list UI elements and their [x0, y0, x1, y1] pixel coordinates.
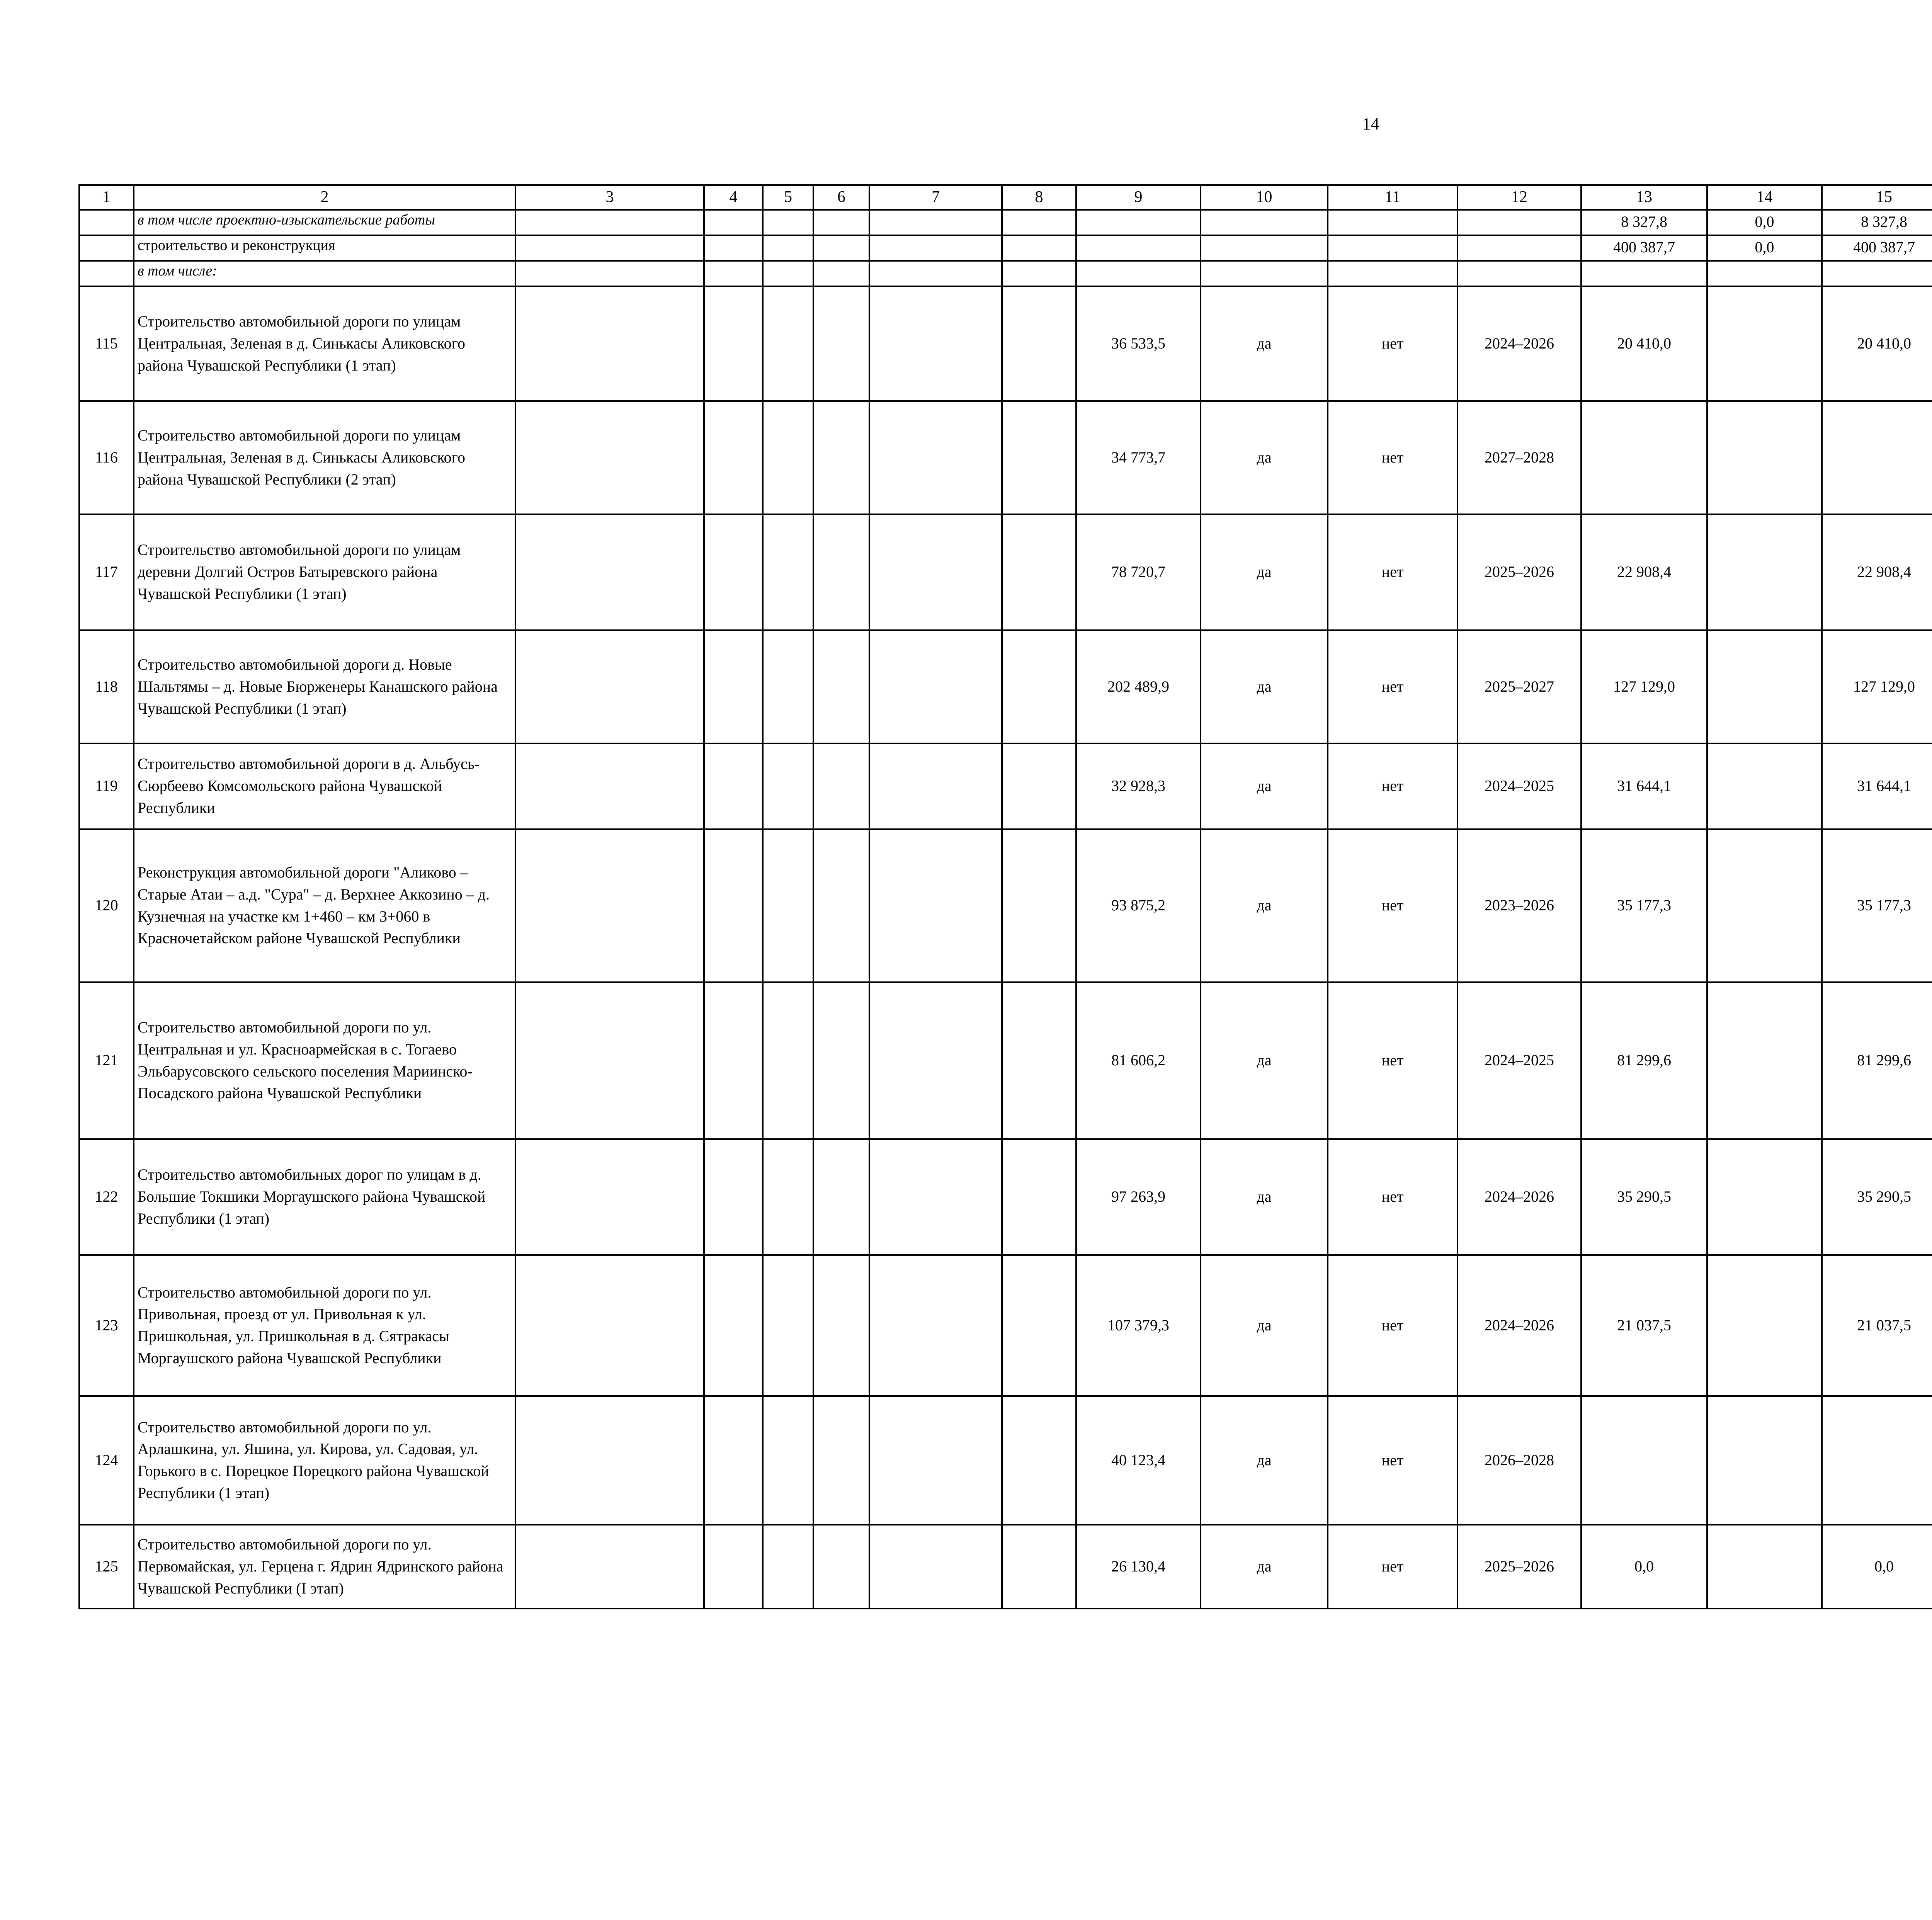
value-cell: 0,0	[1581, 1525, 1707, 1609]
empty-cell	[704, 982, 763, 1139]
empty-cell	[1201, 210, 1328, 235]
empty-cell	[813, 261, 869, 286]
empty-cell	[869, 743, 1002, 829]
value-cell	[1707, 286, 1822, 401]
value-cell	[1581, 1396, 1707, 1525]
empty-cell	[1328, 261, 1458, 286]
value-cell: 8 327,8	[1822, 210, 1932, 235]
empty-cell	[813, 286, 869, 401]
column-header: 3	[515, 185, 704, 210]
value-cell: 2024–2026	[1458, 286, 1581, 401]
section-label-row	[79, 261, 1932, 286]
column-header: 6	[813, 185, 869, 210]
value-cell: 202 489,9	[1076, 630, 1201, 743]
value-cell: 107 379,3	[1076, 1255, 1201, 1396]
value-cell: 31 644,1	[1581, 743, 1707, 829]
value-cell: 35 177,3	[1822, 829, 1932, 982]
value-cell: 35 290,5	[1822, 1139, 1932, 1255]
empty-cell	[515, 829, 704, 982]
empty-cell	[515, 1396, 704, 1525]
object-name: Строительство автомобильной дороги по улицам Центральная, Зеленая в д. Синькасы Аликовского района Чувашской Республики (2 этап)	[134, 401, 515, 514]
row-number: 120	[79, 829, 134, 982]
value-cell: да	[1201, 514, 1328, 630]
empty-cell	[869, 829, 1002, 982]
value-cell: 2024–2025	[1458, 743, 1581, 829]
value-cell: 81 299,6	[1822, 982, 1932, 1139]
empty-cell	[515, 514, 704, 630]
empty-cell	[763, 1139, 813, 1255]
empty-cell	[763, 261, 813, 286]
value-cell: 97 263,9	[1076, 1139, 1201, 1255]
data-table	[78, 184, 1932, 1609]
summary-label: в том числе проектно-изыскательские работы	[134, 210, 515, 235]
column-header: 15	[1822, 185, 1932, 210]
empty-cell	[869, 286, 1002, 401]
empty-cell	[869, 1525, 1002, 1609]
row-number: 115	[79, 286, 134, 401]
empty-cell	[515, 743, 704, 829]
object-name: Строительство автомобильной дороги по улицам деревни Долгий Остров Батыревского района Чувашской Республики (1 этап)	[134, 514, 515, 630]
value-cell: 22 908,4	[1822, 514, 1932, 630]
empty-cell	[763, 1255, 813, 1396]
empty-cell	[704, 743, 763, 829]
empty-cell	[763, 210, 813, 235]
value-cell: нет	[1328, 982, 1458, 1139]
section-label: в том числе:	[134, 261, 515, 286]
value-cell: 21 037,5	[1822, 1255, 1932, 1396]
value-cell: 36 533,5	[1076, 286, 1201, 401]
empty-cell	[1002, 1396, 1076, 1525]
table-row	[79, 401, 1932, 514]
value-cell: да	[1201, 1525, 1328, 1609]
empty-cell	[1822, 261, 1932, 286]
column-header: 13	[1581, 185, 1707, 210]
value-cell: нет	[1328, 630, 1458, 743]
value-cell: 32 928,3	[1076, 743, 1201, 829]
value-cell: 0,0	[1822, 1525, 1932, 1609]
empty-cell	[515, 401, 704, 514]
column-header: 8	[1002, 185, 1076, 210]
empty-cell	[1458, 261, 1581, 286]
empty-cell	[869, 1139, 1002, 1255]
value-cell: 22 908,4	[1581, 514, 1707, 630]
value-cell: 400 387,7	[1822, 235, 1932, 261]
column-header: 11	[1328, 185, 1458, 210]
page-number: 14	[1362, 114, 1379, 133]
row-number: 124	[79, 1396, 134, 1525]
empty-cell	[1002, 261, 1076, 286]
object-name: Строительство автомобильной дороги в д. Альбусь-Сюрбеево Комсомольского района Чувашской Республики	[134, 743, 515, 829]
table-row	[79, 514, 1932, 630]
empty-cell	[869, 235, 1002, 261]
empty-cell	[515, 261, 704, 286]
value-cell: нет	[1328, 829, 1458, 982]
empty-cell	[1458, 235, 1581, 261]
empty-cell	[515, 630, 704, 743]
value-cell: 78 720,7	[1076, 514, 1201, 630]
row-number: 125	[79, 1525, 134, 1609]
column-header-row	[79, 185, 1932, 210]
empty-cell	[1076, 210, 1201, 235]
empty-cell	[1002, 401, 1076, 514]
value-cell	[1707, 1255, 1822, 1396]
row-number: 123	[79, 1255, 134, 1396]
value-cell: 2026–2028	[1458, 1396, 1581, 1525]
empty-cell	[1328, 210, 1458, 235]
empty-cell	[813, 1396, 869, 1525]
value-cell: 35 177,3	[1581, 829, 1707, 982]
value-cell: да	[1201, 1255, 1328, 1396]
empty-cell	[1707, 261, 1822, 286]
empty-cell	[515, 235, 704, 261]
column-header: 2	[134, 185, 515, 210]
empty-cell	[1076, 261, 1201, 286]
row-number: 117	[79, 514, 134, 630]
value-cell: 0,0	[1707, 235, 1822, 261]
row-number: 121	[79, 982, 134, 1139]
value-cell: 2023–2026	[1458, 829, 1581, 982]
empty-cell	[1002, 1525, 1076, 1609]
value-cell: 2025–2027	[1458, 630, 1581, 743]
table-row	[79, 1139, 1932, 1255]
empty-cell	[869, 261, 1002, 286]
empty-cell	[515, 1525, 704, 1609]
value-cell: 2024–2025	[1458, 982, 1581, 1139]
empty-cell	[1328, 235, 1458, 261]
empty-cell	[1201, 235, 1328, 261]
value-cell: да	[1201, 1396, 1328, 1525]
empty-cell	[1581, 261, 1707, 286]
value-cell: 2027–2028	[1458, 401, 1581, 514]
empty-cell	[1002, 1255, 1076, 1396]
empty-cell	[763, 829, 813, 982]
empty-cell	[1002, 982, 1076, 1139]
empty-cell	[704, 235, 763, 261]
table-row	[79, 829, 1932, 982]
empty-cell	[763, 286, 813, 401]
object-name: Строительство автомобильной дороги по улицам Центральная, Зеленая в д. Синькасы Аликовского района Чувашской Республики (1 этап)	[134, 286, 515, 401]
empty-cell	[704, 286, 763, 401]
row-number-cell	[79, 235, 134, 261]
value-cell: 26 130,4	[1076, 1525, 1201, 1609]
empty-cell	[704, 1525, 763, 1609]
value-cell: да	[1201, 829, 1328, 982]
value-cell: 2025–2026	[1458, 514, 1581, 630]
value-cell: да	[1201, 630, 1328, 743]
object-name: Строительство автомобильной дороги по ул. Привольная, проезд от ул. Привольная к ул. Пришкольная, ул. Пришкольная в д. Сятракасы Моргаушского района Чувашской Республики	[134, 1255, 515, 1396]
summary-row	[79, 235, 1932, 261]
empty-cell	[1002, 286, 1076, 401]
summary-row	[79, 210, 1932, 235]
table-row	[79, 1255, 1932, 1396]
empty-cell	[813, 829, 869, 982]
empty-cell	[869, 514, 1002, 630]
table-row	[79, 982, 1932, 1139]
column-header: 9	[1076, 185, 1201, 210]
value-cell	[1822, 401, 1932, 514]
empty-cell	[1002, 829, 1076, 982]
value-cell: 2024–2026	[1458, 1255, 1581, 1396]
empty-cell	[813, 210, 869, 235]
value-cell	[1822, 1396, 1932, 1525]
empty-cell	[869, 630, 1002, 743]
value-cell: нет	[1328, 514, 1458, 630]
empty-cell	[813, 1139, 869, 1255]
row-number-cell	[79, 261, 134, 286]
empty-cell	[1002, 743, 1076, 829]
empty-cell	[704, 401, 763, 514]
value-cell: да	[1201, 743, 1328, 829]
empty-cell	[813, 514, 869, 630]
row-number: 119	[79, 743, 134, 829]
value-cell: да	[1201, 401, 1328, 514]
column-header: 1	[79, 185, 134, 210]
object-name: Строительство автомобильной дороги по ул. Центральная и ул. Красноармейская в с. Тогаево Эльбарусовского сельского поселения Мариинско-Посадского района Чувашской Республики	[134, 982, 515, 1139]
row-number: 118	[79, 630, 134, 743]
value-cell: 81 606,2	[1076, 982, 1201, 1139]
value-cell	[1707, 829, 1822, 982]
row-number-cell	[79, 210, 134, 235]
table-row	[79, 743, 1932, 829]
empty-cell	[763, 743, 813, 829]
empty-cell	[869, 210, 1002, 235]
value-cell: нет	[1328, 743, 1458, 829]
object-name: Строительство автомобильных дорог по улицам в д. Большие Токшики Моргаушского района Чувашской Республики (1 этап)	[134, 1139, 515, 1255]
column-header: 5	[763, 185, 813, 210]
empty-cell	[1002, 235, 1076, 261]
empty-cell	[1076, 235, 1201, 261]
table-row	[79, 1396, 1932, 1525]
empty-cell	[515, 1255, 704, 1396]
empty-cell	[704, 829, 763, 982]
value-cell: 400 387,7	[1581, 235, 1707, 261]
row-number: 116	[79, 401, 134, 514]
empty-cell	[763, 514, 813, 630]
empty-cell	[1002, 630, 1076, 743]
value-cell: нет	[1328, 401, 1458, 514]
value-cell: 21 037,5	[1581, 1255, 1707, 1396]
value-cell: 2024–2026	[1458, 1139, 1581, 1255]
empty-cell	[763, 1525, 813, 1609]
empty-cell	[813, 630, 869, 743]
empty-cell	[763, 630, 813, 743]
empty-cell	[869, 1396, 1002, 1525]
value-cell: 81 299,6	[1581, 982, 1707, 1139]
empty-cell	[869, 982, 1002, 1139]
column-header: 4	[704, 185, 763, 210]
empty-cell	[704, 261, 763, 286]
object-name: Реконструкция автомобильной дороги "Аликово – Старые Атаи – а.д. "Сура" – д. Верхнее Аккозино – д. Кузнечная на участке км 1+460 – км 3+060 в Красночетайском районе Чувашской Республики	[134, 829, 515, 982]
value-cell: нет	[1328, 286, 1458, 401]
empty-cell	[763, 1396, 813, 1525]
value-cell: 8 327,8	[1581, 210, 1707, 235]
empty-cell	[704, 1139, 763, 1255]
empty-cell	[1002, 514, 1076, 630]
value-cell: да	[1201, 1139, 1328, 1255]
value-cell: 35 290,5	[1581, 1139, 1707, 1255]
column-header: 7	[869, 185, 1002, 210]
object-name: Строительство автомобильной дороги по ул. Первомайская, ул. Герцена г. Ядрин Ядринского района Чувашской Республики (I этап)	[134, 1525, 515, 1609]
value-cell: да	[1201, 982, 1328, 1139]
empty-cell	[515, 1139, 704, 1255]
empty-cell	[704, 514, 763, 630]
empty-cell	[1201, 261, 1328, 286]
value-cell: 0,0	[1707, 210, 1822, 235]
empty-cell	[813, 1255, 869, 1396]
value-cell: 31 644,1	[1822, 743, 1932, 829]
empty-cell	[813, 235, 869, 261]
empty-cell	[1458, 210, 1581, 235]
empty-cell	[1002, 1139, 1076, 1255]
empty-cell	[813, 401, 869, 514]
table-row	[79, 630, 1932, 743]
value-cell	[1707, 743, 1822, 829]
empty-cell	[763, 982, 813, 1139]
empty-cell	[869, 1255, 1002, 1396]
empty-cell	[763, 401, 813, 514]
empty-cell	[704, 630, 763, 743]
empty-cell	[1002, 210, 1076, 235]
value-cell: 20 410,0	[1581, 286, 1707, 401]
value-cell: нет	[1328, 1255, 1458, 1396]
value-cell: 127 129,0	[1581, 630, 1707, 743]
value-cell	[1707, 982, 1822, 1139]
value-cell: 34 773,7	[1076, 401, 1201, 514]
summary-label: строительство и реконструкция	[134, 235, 515, 261]
value-cell: нет	[1328, 1139, 1458, 1255]
value-cell	[1707, 1139, 1822, 1255]
value-cell	[1707, 514, 1822, 630]
value-cell: нет	[1328, 1396, 1458, 1525]
value-cell	[1707, 401, 1822, 514]
empty-cell	[704, 1396, 763, 1525]
table-row	[79, 286, 1932, 401]
empty-cell	[763, 235, 813, 261]
value-cell	[1581, 401, 1707, 514]
empty-cell	[515, 286, 704, 401]
value-cell: 127 129,0	[1822, 630, 1932, 743]
row-number: 122	[79, 1139, 134, 1255]
table-row	[79, 1525, 1932, 1609]
value-cell: 93 875,2	[1076, 829, 1201, 982]
empty-cell	[813, 982, 869, 1139]
empty-cell	[515, 982, 704, 1139]
empty-cell	[704, 210, 763, 235]
empty-cell	[515, 210, 704, 235]
empty-cell	[869, 401, 1002, 514]
value-cell: 40 123,4	[1076, 1396, 1201, 1525]
value-cell	[1707, 1396, 1822, 1525]
value-cell	[1707, 1525, 1822, 1609]
value-cell: нет	[1328, 1525, 1458, 1609]
empty-cell	[704, 1255, 763, 1396]
object-name: Строительство автомобильной дороги по ул. Арлашкина, ул. Яшина, ул. Кирова, ул. Садовая, ул. Горького в с. Порецкое Порецкого района Чувашской Республики (1 этап)	[134, 1396, 515, 1525]
empty-cell	[813, 1525, 869, 1609]
column-header: 10	[1201, 185, 1328, 210]
value-cell: 20 410,0	[1822, 286, 1932, 401]
empty-cell	[813, 743, 869, 829]
value-cell: 2025–2026	[1458, 1525, 1581, 1609]
object-name: Строительство автомобильной дороги д. Новые Шальтямы – д. Новые Бюрженеры Канашского района Чувашской Республики (1 этап)	[134, 630, 515, 743]
column-header: 12	[1458, 185, 1581, 210]
column-header: 14	[1707, 185, 1822, 210]
value-cell: да	[1201, 286, 1328, 401]
value-cell	[1707, 630, 1822, 743]
